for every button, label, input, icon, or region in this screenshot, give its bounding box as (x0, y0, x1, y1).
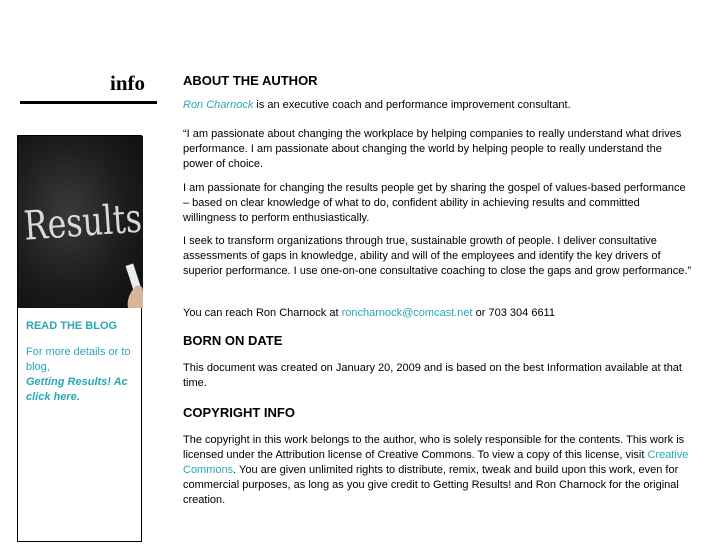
copyright-text-after: . You are given unlimited rights to distribute, remix, tweak and build upon this work, even for commercial purposes, as long as you give credit to Getting Results! and Ron Charnock for the original creation. (183, 464, 679, 506)
contact-line (183, 306, 693, 321)
info-divider (20, 101, 157, 104)
creative-commons-link[interactable]: Creative Commons (183, 449, 689, 476)
blog-line-1: For more details or to (26, 346, 131, 358)
copyright-heading: COPYRIGHT INFO (183, 405, 295, 420)
email-link[interactable]: roncharnock@comcast.net (341, 307, 473, 319)
contact-prefix: You can reach Ron Charnock at (183, 307, 342, 319)
about-intro (183, 98, 693, 113)
about-paragraph-3: I seek to transform organizations through true, sustainable growth of people. I deliver consultative assessments of gaps in knowledge, ability and will of the employees and identify the key drivers of superior performance. I use one-on-one consultative coaching to close the gaps and grow performance.” (183, 235, 692, 277)
chalk-hand (126, 263, 143, 308)
blog-line-3: Getting Results! Ac (26, 376, 128, 388)
blog-link-click-here[interactable]: click here. (26, 391, 80, 403)
contact-suffix: or 703 304 6611 (472, 307, 555, 319)
results-chalkboard-image (18, 136, 175, 308)
results-chalk-text: Results (22, 193, 175, 250)
info-title: info (110, 71, 146, 95)
about-heading: ABOUT THE AUTHOR (183, 73, 318, 88)
about-intro-text: is an executive coach and performance improvement consultant. (253, 99, 571, 111)
about-paragraph-2: I am passionate for changing the results people get by sharing the gospel of values-based performance – based on clear knowledge of what to do, confident ability in achieving results and committed willingness to perform enthusiastically. (183, 182, 686, 224)
blog-description[interactable] (26, 345, 131, 405)
copyright-text-before: The copyright in this work belongs to the author, who is solely responsible for the contents. This work is licensed under the Attribution license of Creative Commons. To view a copy of this license, visit (183, 434, 685, 461)
born-heading: BORN ON DATE (183, 333, 283, 348)
born-text: This document was created on January 20, 2009 and is based on the best Information available at that time. (183, 362, 682, 389)
author-name-link[interactable]: Ron Charnock (183, 99, 254, 111)
read-blog-heading[interactable]: READ THE BLOG (26, 320, 118, 332)
sidebar-box (17, 135, 175, 542)
about-paragraph-1: “I am passionate about changing the workplace by helping companies to really understand what drives performance. I am passionate about changing the world by helping people to really understand the power of choice. (183, 128, 682, 170)
blog-line-2: blog, (26, 361, 50, 373)
copyright-text (183, 433, 693, 508)
